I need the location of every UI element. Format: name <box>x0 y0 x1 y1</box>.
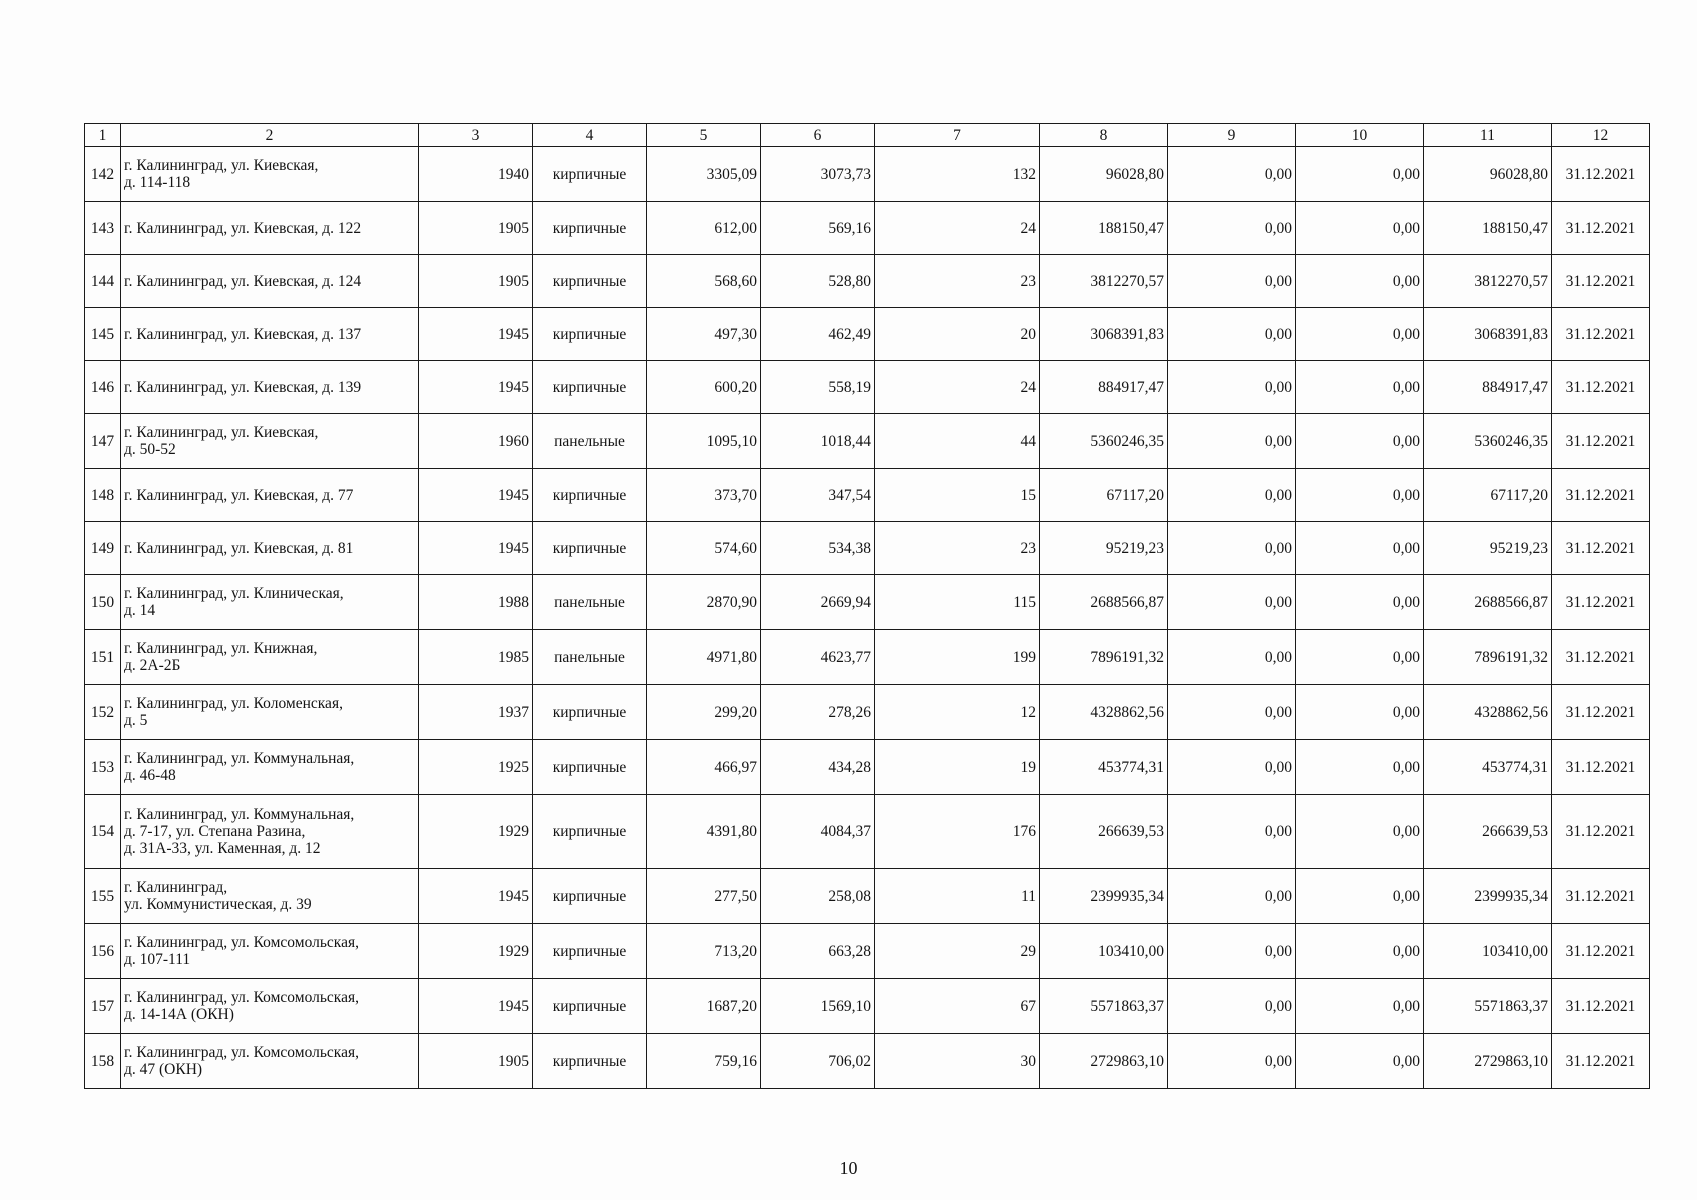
year-cell: 1905 <box>419 1034 533 1089</box>
column-6-cell: 4084,37 <box>761 795 875 869</box>
column-6-cell: 1018,44 <box>761 414 875 469</box>
wall-material-cell: кирпичные <box>533 1034 647 1089</box>
table-row <box>85 414 1650 469</box>
column-6-cell: 2669,94 <box>761 575 875 630</box>
row-number-cell: 157 <box>85 979 121 1034</box>
column-6-cell: 569,16 <box>761 202 875 255</box>
column-8-cell: 5360246,35 <box>1040 414 1168 469</box>
column-11-cell: 884917,47 <box>1424 361 1552 414</box>
wall-material-cell: кирпичные <box>533 361 647 414</box>
column-11-cell: 266639,53 <box>1424 795 1552 869</box>
column-header: 3 <box>419 124 533 147</box>
date-cell: 31.12.2021 <box>1552 361 1650 414</box>
address-line: г. Калининград, ул. Киевская, д. 122 <box>124 219 362 237</box>
column-5-cell: 299,20 <box>647 685 761 740</box>
year-cell: 1929 <box>419 924 533 979</box>
column-9-cell: 0,00 <box>1168 522 1296 575</box>
row-number-cell: 152 <box>85 685 121 740</box>
column-header: 9 <box>1168 124 1296 147</box>
table-row <box>85 740 1650 795</box>
table-row <box>85 522 1650 575</box>
table-row <box>85 361 1650 414</box>
address-line: г. Калининград, ул. Киевская, д. 137 <box>124 325 362 343</box>
column-5-cell: 713,20 <box>647 924 761 979</box>
column-10-cell: 0,00 <box>1296 469 1424 522</box>
year-cell: 1905 <box>419 255 533 308</box>
column-11-cell: 3812270,57 <box>1424 255 1552 308</box>
column-7-cell: 20 <box>875 308 1040 361</box>
column-10-cell: 0,00 <box>1296 361 1424 414</box>
column-10-cell: 0,00 <box>1296 685 1424 740</box>
column-11-cell: 96028,80 <box>1424 147 1552 202</box>
column-11-cell: 95219,23 <box>1424 522 1552 575</box>
address-line: д. 14-14А (ОКН) <box>124 1006 234 1023</box>
column-8-cell: 5571863,37 <box>1040 979 1168 1034</box>
date-cell: 31.12.2021 <box>1552 469 1650 522</box>
table-row <box>85 685 1650 740</box>
column-5-cell: 1687,20 <box>647 979 761 1034</box>
column-5-cell: 373,70 <box>647 469 761 522</box>
address-line: г. Калининград, ул. Киевская, <box>124 424 319 441</box>
column-11-cell: 3068391,83 <box>1424 308 1552 361</box>
column-7-cell: 19 <box>875 740 1040 795</box>
row-number-cell: 156 <box>85 924 121 979</box>
column-8-cell: 3812270,57 <box>1040 255 1168 308</box>
address-cell <box>121 361 419 414</box>
year-cell: 1937 <box>419 685 533 740</box>
address-line: д. 114-118 <box>124 174 191 191</box>
date-cell: 31.12.2021 <box>1552 202 1650 255</box>
column-8-cell: 453774,31 <box>1040 740 1168 795</box>
column-9-cell: 0,00 <box>1168 685 1296 740</box>
year-cell: 1929 <box>419 795 533 869</box>
year-cell: 1988 <box>419 575 533 630</box>
row-number-cell: 155 <box>85 869 121 924</box>
date-cell: 31.12.2021 <box>1552 924 1650 979</box>
row-number-cell: 153 <box>85 740 121 795</box>
table-row <box>85 575 1650 630</box>
date-cell: 31.12.2021 <box>1552 308 1650 361</box>
address-line: д. 7-17, ул. Степана Разина, <box>124 823 306 840</box>
column-11-cell: 2688566,87 <box>1424 575 1552 630</box>
column-7-cell: 15 <box>875 469 1040 522</box>
row-number-cell: 154 <box>85 795 121 869</box>
column-5-cell: 3305,09 <box>647 147 761 202</box>
year-cell: 1945 <box>419 469 533 522</box>
address-line: г. Калининград, ул. Киевская, д. 139 <box>124 378 362 396</box>
column-5-cell: 612,00 <box>647 202 761 255</box>
column-10-cell: 0,00 <box>1296 308 1424 361</box>
column-10-cell: 0,00 <box>1296 414 1424 469</box>
table-body <box>85 124 1650 1089</box>
address-line: ул. Коммунистическая, д. 39 <box>124 896 312 913</box>
table-row <box>85 630 1650 685</box>
column-10-cell: 0,00 <box>1296 924 1424 979</box>
column-header: 2 <box>121 124 419 147</box>
column-11-cell: 2729863,10 <box>1424 1034 1552 1089</box>
column-8-cell: 188150,47 <box>1040 202 1168 255</box>
column-9-cell: 0,00 <box>1168 869 1296 924</box>
column-11-cell: 7896191,32 <box>1424 630 1552 685</box>
column-header: 1 <box>85 124 121 147</box>
address-line: г. Калининград, ул. Киевская, д. 124 <box>124 272 362 290</box>
year-cell: 1945 <box>419 979 533 1034</box>
column-8-cell: 103410,00 <box>1040 924 1168 979</box>
row-number-cell: 149 <box>85 522 121 575</box>
year-cell: 1945 <box>419 308 533 361</box>
column-9-cell: 0,00 <box>1168 308 1296 361</box>
column-10-cell: 0,00 <box>1296 255 1424 308</box>
row-number-cell: 150 <box>85 575 121 630</box>
table-row <box>85 1034 1650 1089</box>
address-line: г. Калининград, ул. Киевская, д. 77 <box>124 486 354 504</box>
row-number-cell: 143 <box>85 202 121 255</box>
wall-material-cell: панельные <box>533 630 647 685</box>
address-cell <box>121 795 419 869</box>
row-number-cell: 144 <box>85 255 121 308</box>
column-6-cell: 278,26 <box>761 685 875 740</box>
column-5-cell: 574,60 <box>647 522 761 575</box>
column-6-cell: 4623,77 <box>761 630 875 685</box>
wall-material-cell: панельные <box>533 414 647 469</box>
column-9-cell: 0,00 <box>1168 202 1296 255</box>
address-cell <box>121 979 419 1034</box>
column-10-cell: 0,00 <box>1296 522 1424 575</box>
address-cell <box>121 740 419 795</box>
wall-material-cell: кирпичные <box>533 522 647 575</box>
address-line: г. Калининград, ул. Киевская, д. 81 <box>124 539 354 557</box>
wall-material-cell: кирпичные <box>533 869 647 924</box>
column-6-cell: 1569,10 <box>761 979 875 1034</box>
column-9-cell: 0,00 <box>1168 147 1296 202</box>
column-8-cell: 96028,80 <box>1040 147 1168 202</box>
year-cell: 1905 <box>419 202 533 255</box>
column-6-cell: 258,08 <box>761 869 875 924</box>
column-7-cell: 44 <box>875 414 1040 469</box>
wall-material-cell: кирпичные <box>533 255 647 308</box>
table-row <box>85 308 1650 361</box>
address-line: г. Калининград, ул. Книжная, <box>124 640 318 657</box>
table-row <box>85 147 1650 202</box>
date-cell: 31.12.2021 <box>1552 869 1650 924</box>
column-6-cell: 663,28 <box>761 924 875 979</box>
address-line: г. Калининград, <box>124 879 228 896</box>
address-cell <box>121 630 419 685</box>
date-cell: 31.12.2021 <box>1552 575 1650 630</box>
address-line: д. 2А-2Б <box>124 657 181 674</box>
address-cell <box>121 255 419 308</box>
year-cell: 1925 <box>419 740 533 795</box>
address-line: д. 5 <box>124 712 148 729</box>
column-10-cell: 0,00 <box>1296 979 1424 1034</box>
column-8-cell: 95219,23 <box>1040 522 1168 575</box>
date-cell: 31.12.2021 <box>1552 147 1650 202</box>
address-cell <box>121 685 419 740</box>
column-7-cell: 29 <box>875 924 1040 979</box>
address-cell <box>121 469 419 522</box>
column-6-cell: 434,28 <box>761 740 875 795</box>
column-9-cell: 0,00 <box>1168 255 1296 308</box>
column-5-cell: 759,16 <box>647 1034 761 1089</box>
column-6-cell: 534,38 <box>761 522 875 575</box>
column-7-cell: 11 <box>875 869 1040 924</box>
page-number: 10 <box>839 1158 858 1178</box>
wall-material-cell: кирпичные <box>533 308 647 361</box>
date-cell: 31.12.2021 <box>1552 1034 1650 1089</box>
year-cell: 1960 <box>419 414 533 469</box>
column-11-cell: 103410,00 <box>1424 924 1552 979</box>
table-row <box>85 869 1650 924</box>
row-number-cell: 146 <box>85 361 121 414</box>
table-row <box>85 469 1650 522</box>
column-header: 12 <box>1552 124 1650 147</box>
row-number-cell: 151 <box>85 630 121 685</box>
column-header: 6 <box>761 124 875 147</box>
table-row <box>85 924 1650 979</box>
address-cell <box>121 147 419 202</box>
row-number-cell: 142 <box>85 147 121 202</box>
address-line: г. Калининград, ул. Комсомольская, <box>124 934 359 951</box>
address-cell <box>121 1034 419 1089</box>
date-cell: 31.12.2021 <box>1552 979 1650 1034</box>
column-5-cell: 600,20 <box>647 361 761 414</box>
column-6-cell: 528,80 <box>761 255 875 308</box>
column-5-cell: 466,97 <box>647 740 761 795</box>
date-cell: 31.12.2021 <box>1552 255 1650 308</box>
year-cell: 1945 <box>419 522 533 575</box>
address-cell <box>121 869 419 924</box>
table-header-row <box>85 124 1650 147</box>
address-line: г. Калининград, ул. Коммунальная, <box>124 806 355 823</box>
column-5-cell: 2870,90 <box>647 575 761 630</box>
column-7-cell: 115 <box>875 575 1040 630</box>
year-cell: 1940 <box>419 147 533 202</box>
address-cell <box>121 924 419 979</box>
column-11-cell: 188150,47 <box>1424 202 1552 255</box>
column-header: 5 <box>647 124 761 147</box>
column-6-cell: 706,02 <box>761 1034 875 1089</box>
address-line: д. 47 (ОКН) <box>124 1061 203 1078</box>
column-7-cell: 23 <box>875 522 1040 575</box>
column-8-cell: 3068391,83 <box>1040 308 1168 361</box>
column-9-cell: 0,00 <box>1168 740 1296 795</box>
column-5-cell: 277,50 <box>647 869 761 924</box>
column-9-cell: 0,00 <box>1168 979 1296 1034</box>
column-header: 4 <box>533 124 647 147</box>
column-10-cell: 0,00 <box>1296 147 1424 202</box>
column-5-cell: 1095,10 <box>647 414 761 469</box>
column-11-cell: 2399935,34 <box>1424 869 1552 924</box>
wall-material-cell: кирпичные <box>533 979 647 1034</box>
column-7-cell: 30 <box>875 1034 1040 1089</box>
date-cell: 31.12.2021 <box>1552 630 1650 685</box>
column-10-cell: 0,00 <box>1296 1034 1424 1089</box>
year-cell: 1945 <box>419 361 533 414</box>
column-11-cell: 5571863,37 <box>1424 979 1552 1034</box>
address-line: г. Калининград, ул. Клиническая, <box>124 585 344 602</box>
column-7-cell: 24 <box>875 361 1040 414</box>
wall-material-cell: кирпичные <box>533 147 647 202</box>
address-line: г. Калининград, ул. Коломенская, <box>124 695 343 712</box>
column-11-cell: 67117,20 <box>1424 469 1552 522</box>
column-9-cell: 0,00 <box>1168 795 1296 869</box>
column-6-cell: 3073,73 <box>761 147 875 202</box>
year-cell: 1945 <box>419 869 533 924</box>
column-7-cell: 23 <box>875 255 1040 308</box>
column-header: 10 <box>1296 124 1424 147</box>
column-10-cell: 0,00 <box>1296 630 1424 685</box>
date-cell: 31.12.2021 <box>1552 685 1650 740</box>
column-6-cell: 558,19 <box>761 361 875 414</box>
column-7-cell: 67 <box>875 979 1040 1034</box>
address-line: г. Калининград, ул. Комсомольская, <box>124 1044 359 1061</box>
date-cell: 31.12.2021 <box>1552 522 1650 575</box>
address-line: д. 14 <box>124 602 156 619</box>
wall-material-cell: кирпичные <box>533 469 647 522</box>
column-9-cell: 0,00 <box>1168 414 1296 469</box>
date-cell: 31.12.2021 <box>1552 414 1650 469</box>
row-number-cell: 148 <box>85 469 121 522</box>
address-line: г. Калининград, ул. Комсомольская, <box>124 989 359 1006</box>
table-row <box>85 255 1650 308</box>
column-10-cell: 0,00 <box>1296 795 1424 869</box>
column-5-cell: 4391,80 <box>647 795 761 869</box>
row-number-cell: 147 <box>85 414 121 469</box>
column-header: 7 <box>875 124 1040 147</box>
column-8-cell: 2399935,34 <box>1040 869 1168 924</box>
address-cell <box>121 522 419 575</box>
address-line: д. 50-52 <box>124 441 176 458</box>
address-line: г. Калининград, ул. Киевская, <box>124 157 319 174</box>
wall-material-cell: кирпичные <box>533 740 647 795</box>
column-7-cell: 132 <box>875 147 1040 202</box>
address-line: д. 107-111 <box>124 951 191 968</box>
address-line: д. 31А-33, ул. Каменная, д. 12 <box>124 840 321 857</box>
address-cell <box>121 575 419 630</box>
column-11-cell: 5360246,35 <box>1424 414 1552 469</box>
column-9-cell: 0,00 <box>1168 1034 1296 1089</box>
date-cell: 31.12.2021 <box>1552 795 1650 869</box>
wall-material-cell: кирпичные <box>533 795 647 869</box>
column-5-cell: 4971,80 <box>647 630 761 685</box>
wall-material-cell: кирпичные <box>533 685 647 740</box>
column-7-cell: 24 <box>875 202 1040 255</box>
wall-material-cell: кирпичные <box>533 202 647 255</box>
row-number-cell: 158 <box>85 1034 121 1089</box>
column-11-cell: 453774,31 <box>1424 740 1552 795</box>
address-cell <box>121 414 419 469</box>
address-cell <box>121 202 419 255</box>
address-line: д. 46-48 <box>124 767 176 784</box>
column-header: 8 <box>1040 124 1168 147</box>
column-10-cell: 0,00 <box>1296 740 1424 795</box>
column-10-cell: 0,00 <box>1296 202 1424 255</box>
column-9-cell: 0,00 <box>1168 575 1296 630</box>
address-cell <box>121 308 419 361</box>
table-row <box>85 979 1650 1034</box>
column-11-cell: 4328862,56 <box>1424 685 1552 740</box>
table-row <box>85 202 1650 255</box>
table-row <box>85 795 1650 869</box>
year-cell: 1985 <box>419 630 533 685</box>
column-6-cell: 347,54 <box>761 469 875 522</box>
column-7-cell: 12 <box>875 685 1040 740</box>
column-6-cell: 462,49 <box>761 308 875 361</box>
column-8-cell: 67117,20 <box>1040 469 1168 522</box>
address-line: г. Калининград, ул. Коммунальная, <box>124 750 355 767</box>
column-9-cell: 0,00 <box>1168 361 1296 414</box>
column-header: 11 <box>1424 124 1552 147</box>
column-10-cell: 0,00 <box>1296 869 1424 924</box>
column-8-cell: 884917,47 <box>1040 361 1168 414</box>
column-10-cell: 0,00 <box>1296 575 1424 630</box>
column-9-cell: 0,00 <box>1168 630 1296 685</box>
column-5-cell: 568,60 <box>647 255 761 308</box>
column-7-cell: 176 <box>875 795 1040 869</box>
wall-material-cell: панельные <box>533 575 647 630</box>
buildings-table <box>84 123 1650 1089</box>
column-8-cell: 2729863,10 <box>1040 1034 1168 1089</box>
column-5-cell: 497,30 <box>647 308 761 361</box>
column-9-cell: 0,00 <box>1168 924 1296 979</box>
wall-material-cell: кирпичные <box>533 924 647 979</box>
column-8-cell: 2688566,87 <box>1040 575 1168 630</box>
row-number-cell: 145 <box>85 308 121 361</box>
column-9-cell: 0,00 <box>1168 469 1296 522</box>
column-8-cell: 266639,53 <box>1040 795 1168 869</box>
column-8-cell: 4328862,56 <box>1040 685 1168 740</box>
date-cell: 31.12.2021 <box>1552 740 1650 795</box>
column-8-cell: 7896191,32 <box>1040 630 1168 685</box>
column-7-cell: 199 <box>875 630 1040 685</box>
